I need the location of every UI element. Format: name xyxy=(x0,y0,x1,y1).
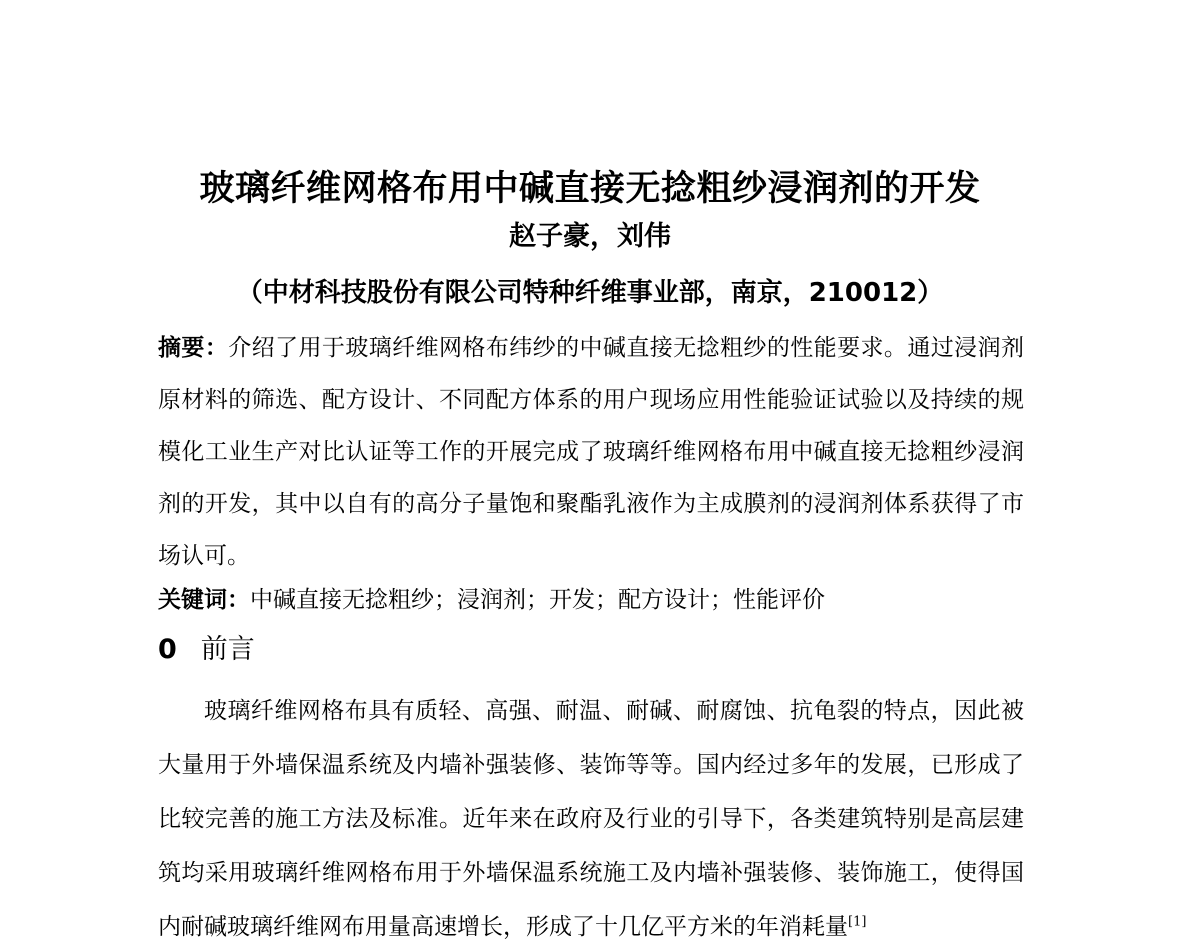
body-paragraph xyxy=(158,684,1024,952)
abstract-label: 摘要： xyxy=(158,335,229,361)
citation-ref[interactable]: [1] xyxy=(848,914,867,930)
body-paragraph-text: 玻璃纤维网格布具有质轻、高强、耐温、耐碱、耐腐蚀、抗龟裂的特点，因此被大量用于外墙保温系统及内墙补强装修、装饰等等。国内经过多年的发展，已形成了比较完善的施工方法及标准。近年来在政府及行业的引导下，各类建筑特别是高层建筑均采用玻璃纤维网格布用于外墙保温系统施工及内墙补强装修、装饰施工，使得国内耐碱玻璃纤维网布用量高速增长，形成了十几亿平方米的年消耗量 xyxy=(158,698,1024,940)
abstract-text: 介绍了用于玻璃纤维网格布纬纱的中碱直接无捻粗纱的性能要求。通过浸润剂原材料的筛选、配方设计、不同配方体系的用户现场应用性能验证试验以及持续的规模化工业生产对比认证等工作的开展完成了玻璃纤维网格布用中碱直接无捻粗纱浸润剂的开发，其中以自有的高分子量饱和聚酯乳液作为主成膜剂的浸润剂体系获得了市场认可。 xyxy=(158,335,1024,569)
paper-title: 玻璃纤维网格布用中碱直接无捻粗纱浸润剂的开发 xyxy=(199,169,981,210)
abstract xyxy=(158,322,1024,582)
keywords xyxy=(158,578,1024,622)
paper-authors: 赵子豪，刘伟 xyxy=(509,221,671,252)
keywords-text: 中碱直接无捻粗纱；浸润剂；开发；配方设计；性能评价 xyxy=(250,587,825,613)
section-heading xyxy=(158,628,255,672)
section-title: 前言 xyxy=(200,634,255,665)
paper-affiliation: （中材科技股份有限公司特种纤维事业部，南京，210012） xyxy=(236,278,944,308)
keywords-label: 关键词： xyxy=(158,587,250,613)
section-number: 0 xyxy=(158,634,177,665)
